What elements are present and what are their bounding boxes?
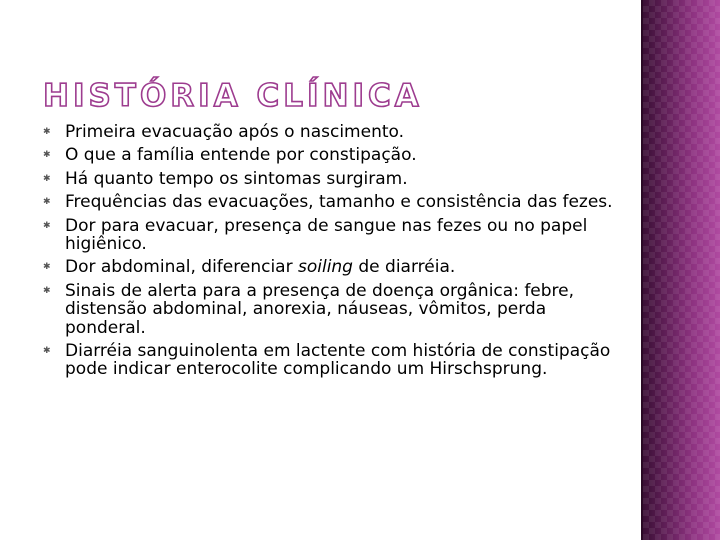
- bullet-text: Frequências das evacuações, tamanho e consistência das fezes.: [65, 192, 613, 213]
- slide-title: HISTÓRIA CLÍNICA: [43, 78, 423, 114]
- list-item: [43, 282, 623, 337]
- bullet-text-post: de diarréia.: [352, 257, 456, 278]
- bullet-text: [65, 257, 455, 277]
- bullet-icon: ✱: [43, 285, 51, 296]
- bullet-icon: ✱: [43, 262, 51, 273]
- decorative-side-panel: [643, 0, 720, 540]
- bullet-text: Há quanto tempo os sintomas surgiram.: [65, 168, 408, 189]
- bullet-text: Sinais de alerta para a presença de doença orgânica: febre, distensão abdominal, anorexia, náuseas, vômitos, perda ponderal.: [65, 280, 575, 338]
- bullet-text: Diarréia sanguinolenta em lactente com história de constipação pode indicar enterocolite complicando um Hirschsprung.: [65, 341, 611, 380]
- list-item: [43, 146, 623, 164]
- list-item: [43, 193, 623, 211]
- list-item: [43, 170, 623, 188]
- list-item: [43, 342, 623, 379]
- list-item: [43, 123, 623, 141]
- list-item: [43, 217, 623, 254]
- list-item: [43, 258, 623, 276]
- bullet-icon: ✱: [43, 220, 51, 231]
- bullet-text: Dor para evacuar, presença de sangue nas fezes ou no papel higiênico.: [65, 215, 588, 255]
- bullet-text-pre: Dor abdominal, diferenciar: [65, 257, 298, 278]
- bullet-icon: ✱: [43, 150, 51, 161]
- bullet-text: O que a família entende por constipação.: [65, 145, 417, 166]
- bullet-icon: ✱: [43, 346, 51, 357]
- bullet-icon: ✱: [43, 173, 51, 184]
- bullet-text: Primeira evacuação após o nascimento.: [65, 122, 405, 142]
- bullet-icon: ✱: [43, 197, 51, 208]
- bullet-text-emphasis: soiling: [297, 257, 353, 278]
- bullet-icon: ✱: [43, 127, 51, 137]
- bullet-list: [43, 123, 623, 384]
